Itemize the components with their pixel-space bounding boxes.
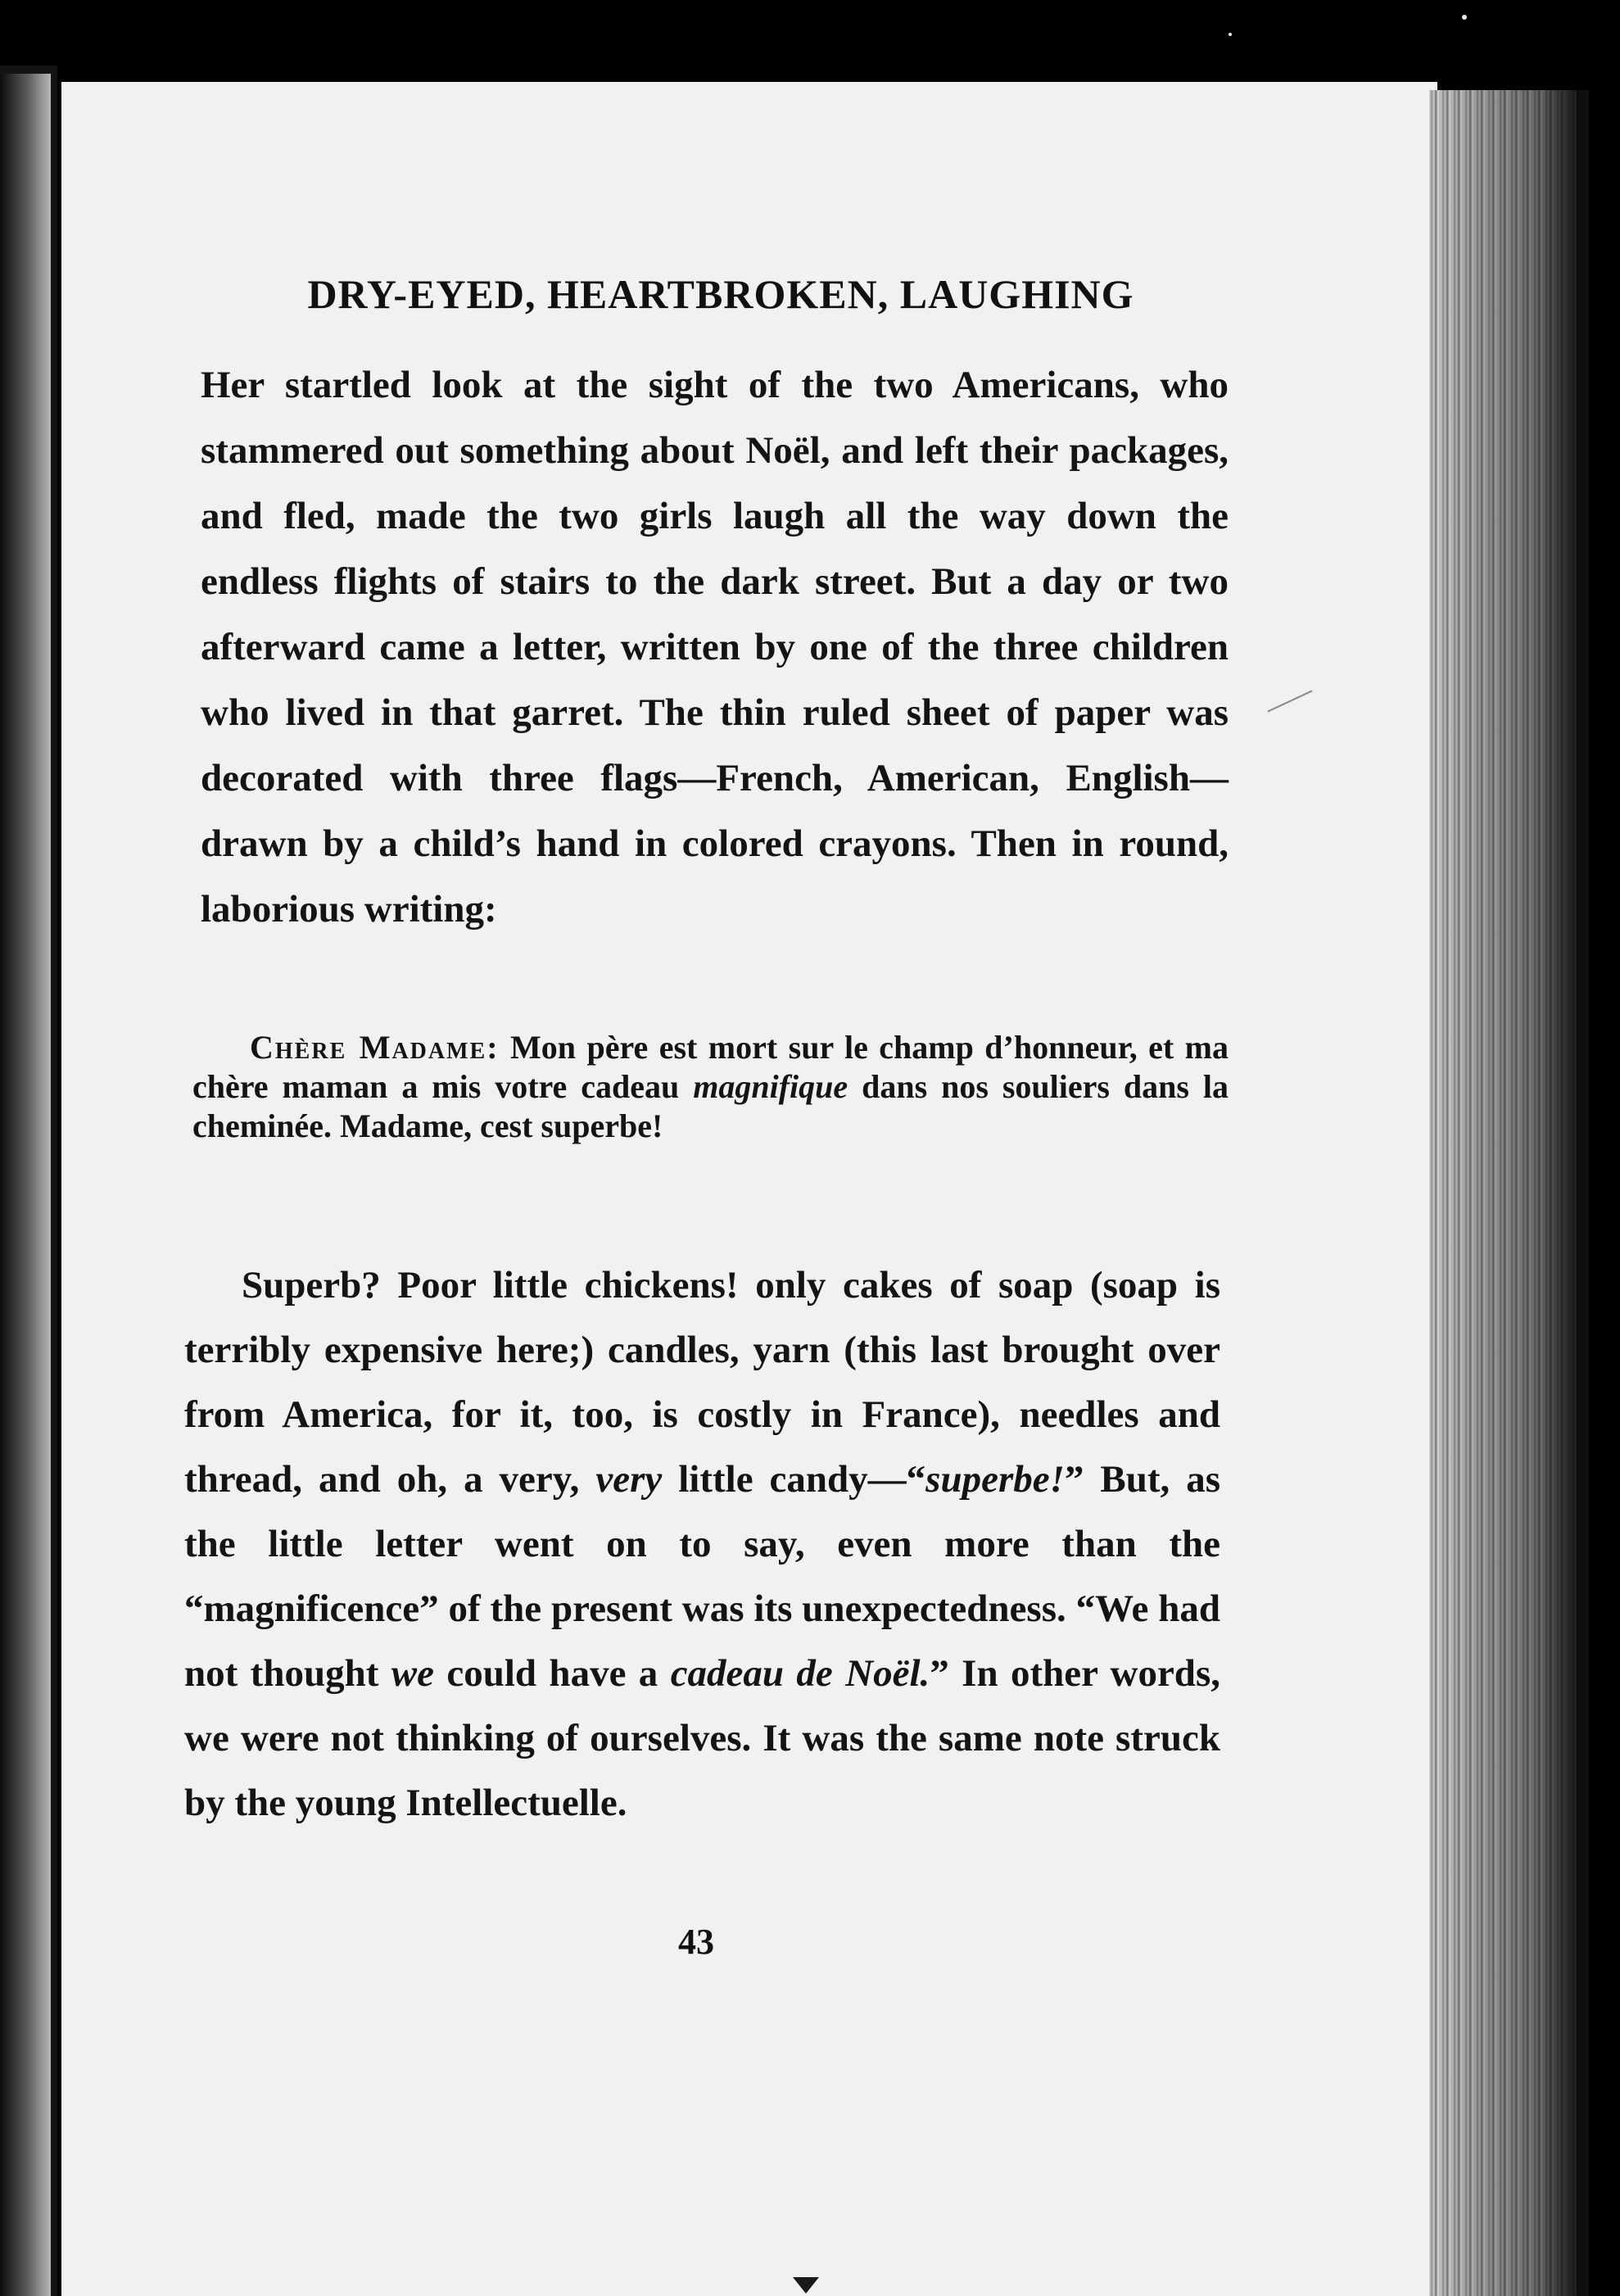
letter-text-part2: dans nos souliers dans la cheminée. Madame, cest superbe!	[192, 1068, 1229, 1144]
dust-speck	[1229, 33, 1232, 36]
paragraph-2-part3: ” But, as the little letter went on to say, even more than the “magnificence” of the present was its unexpectedness. “We had not thought	[184, 1458, 1220, 1695]
paragraph-1-text: Her startled look at the sight of the two Americans, who stammered out something about Noël, and left their packages, and fled, made the two girls laugh all the way down the endless flights of stairs to the dark street. But a day or two afterward came a letter, written by one of the three children who lived in that garret. The thin ruled sheet of paper was decorated with three flags—French, American, English—drawn by a child’s hand in colored crayons. Then in round, laborious writing:	[201, 364, 1229, 931]
paragraph-2-italic2: superbe!	[925, 1458, 1065, 1501]
bottom-gutter-mark	[793, 2277, 819, 2294]
paragraph-2-part4: could have a	[433, 1652, 671, 1695]
dust-speck	[1462, 15, 1467, 20]
page-stack-shadow	[1540, 90, 1589, 2296]
running-head: DRY-EYED, HEARTBROKEN, LAUGHING	[307, 271, 1134, 317]
letter-text-part1: Mon père est mort sur le champ d’honneur, et ma chère maman a mis votre cadeau	[192, 1029, 1229, 1105]
quoted-letter	[192, 1028, 1229, 1146]
letter-salutation: Chère Madame:	[250, 1029, 500, 1066]
paragraph-1	[201, 352, 1229, 942]
paragraph-2-italic4: cadeau de Noël.	[670, 1652, 930, 1695]
letter-italic-word: magnifique	[693, 1068, 848, 1105]
paragraph-2	[184, 1253, 1220, 1836]
paragraph-2-part2: little candy—“	[662, 1458, 926, 1501]
page-number: 43	[678, 1922, 714, 1962]
paragraph-2-italic1: very	[595, 1458, 663, 1501]
left-page-sliver	[0, 74, 51, 2296]
paragraph-2-italic3: we	[391, 1652, 434, 1695]
paragraph-2-part1: Superb? Poor little chickens! only cakes of soap (soap is terribly expensive here;) candles, yarn (this last brought over from America, for it, too, is costly in France), needles and thread, and oh, a very,	[184, 1264, 1220, 1501]
paragraph-2-part5: ” In other words, we were not thinking of ourselves. It was the same note struck by the young Intellectuelle.	[184, 1652, 1220, 1824]
